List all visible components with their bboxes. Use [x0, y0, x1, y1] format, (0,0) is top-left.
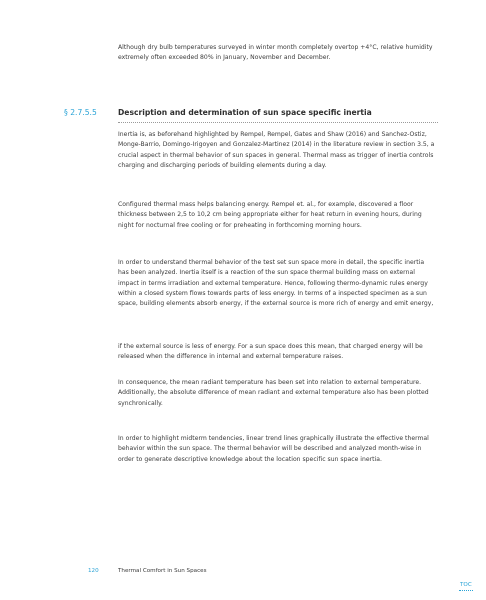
toc-link[interactable]: TOC [460, 582, 472, 588]
body-paragraph-inertia: Inertia is, as beforehand highlighted by Rempel, Rempel, Gates and Shaw (2016) and Sanchez-Ostiz, Monge-Barrio, Domingo-Irigoyen and Gonzalez-Martinez (2014) in the literature review in section 3.5, a crucial aspect in thermal behavior of sun spaces in general. Thermal mass as trigger of inertia controls charging and discharging periods of building elements during a day. [118, 131, 435, 169]
body-paragraph-thermal-mass: Configured thermal mass helps balancing energy. Rempel et. al., for example, discovered a floor thickness between 2,5 to 10,2 cm being appropriate either for heat return in evening hours, during night for nocturnal free cooling or for preheating in forthcoming morning hours. [118, 201, 422, 229]
body-paragraph-analysis: In order to understand thermal behavior of the test set sun space more in detail, the specific inertia has been analyzed. Inertia itself is a reaction of the sun space thermal building mass on external impact in terms irradiation and external temperature. Hence, following thermo-dynamic rules energy within a closed system flows towards parts of less energy. In terms of a inspected specimen as a sun space, building elements absorb energy, if the external source is more rich of energy and emit energy, [118, 259, 434, 308]
section-divider [118, 122, 438, 123]
body-paragraph-energy-release: if the external source is less of energy. For a sun space does this mean, that charged energy will be released when the difference in internal and external temperature raises. [118, 343, 423, 361]
footer-page-number: 120 [88, 568, 99, 574]
footer-running-title: Thermal Comfort in Sun Spaces [118, 568, 207, 574]
body-paragraph-trend-lines: In order to highlight midterm tendencies, linear trend lines graphically illustrate the effective thermal behavior within the sun space. The thermal behavior will be described and analyzed month-wise in order to generate descriptive knowledge about the location specific sun space inertia. [118, 435, 429, 463]
intro-paragraph: Although dry bulb temperatures surveyed in winter month completely overtop +4°C, relative humidity extremely often exceeded 80% in January, November and December. [118, 44, 433, 62]
section-number: § 2.7.5.5 [64, 108, 97, 117]
body-paragraph-mean-radiant: In consequence, the mean radiant temperature has been set into relation to external temperature. Additionally, the absolute difference of mean radiant and external temperature also has been plotted synchronically. [118, 379, 429, 407]
toc-underline [459, 590, 473, 591]
section-heading: Description and determination of sun space specific inertia [118, 108, 372, 117]
